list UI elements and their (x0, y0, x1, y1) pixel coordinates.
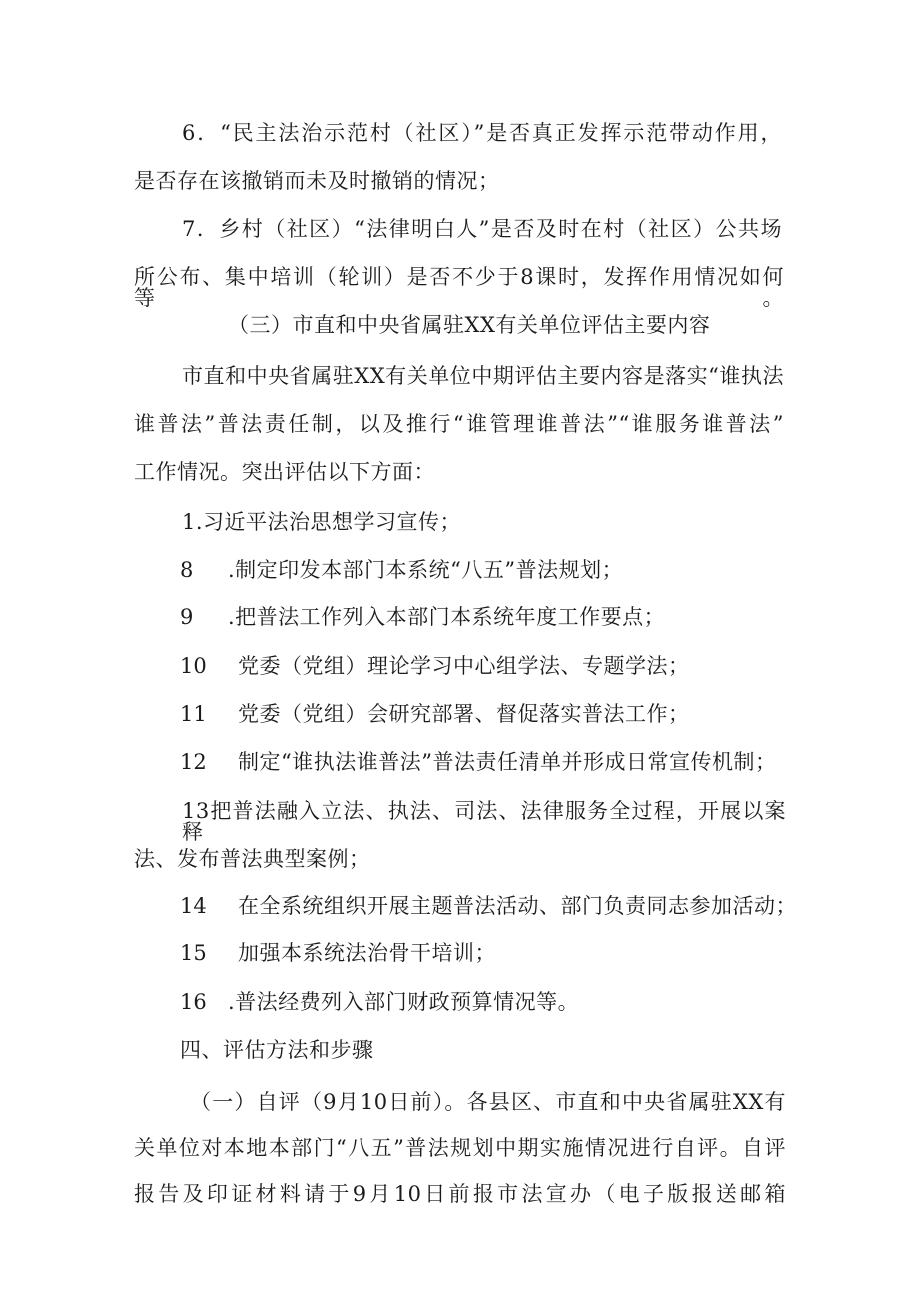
list-item-text: .普法经费列入部门财政预算情况等。 (228, 990, 580, 1014)
list-item-continuation: 法、发布普法典型案例； (134, 847, 371, 871)
list-item: 1.习近平法治思想学习宣传； (182, 510, 462, 534)
list-item-text: .把普法工作列入本部门本系统年度工作要点； (228, 605, 666, 629)
list-item-text: 党委（党组）理论学习中心组学法、专题学法； (238, 654, 690, 678)
list-item-number: 16 (180, 990, 207, 1014)
section-heading: （三）市直和中央省属驻XX有关单位评估主要内容 (228, 313, 711, 337)
list-item-text: 在全系统组织开展主题普法活动、部门负责同志参加活动； (238, 894, 797, 918)
section-heading: 四、评估方法和步骤 (180, 1038, 374, 1062)
list-item-text: 制定“谁执法谁普法”普法责任清单并形成日常宣传机制； (238, 750, 777, 774)
list-item-number: 15 (180, 941, 207, 965)
paragraph-line: （一）自评（9月10日前）。各县区、市直和中央省属驻XX有 (190, 1090, 786, 1114)
list-item-number: 10 (180, 654, 207, 678)
paragraph-line: 市直和中央省属驻XX有关单位中期评估主要内容是落实“谁执法 (182, 364, 784, 388)
list-item-number: 9 (180, 605, 194, 629)
paragraph-line: 报告及印证材料请于9月10日前报市法宣办（电子版报送邮箱 (134, 1182, 786, 1206)
paragraph-line: 是否存在该撤销而未及时撤销的情况； (134, 169, 500, 193)
list-item: 13把普法融入立法、执法、司法、法律服务全过程，开展以案释 (182, 799, 786, 844)
paragraph-line: 所公布、集中培训（轮训）是否不少于8课时，发挥作用情况如何等。 (134, 265, 784, 310)
list-item-text: 加强本系统法治骨干培训； (238, 941, 496, 965)
paragraph-line: 7．乡村（社区）“法律明白人”是否及时在村（社区）公共场 (182, 217, 782, 241)
list-item-number: 11 (180, 702, 207, 726)
list-item-number: 8 (180, 558, 194, 582)
paragraph-line: 6．“民主法治示范村（社区）”是否真正发挥示范带动作用， (182, 121, 782, 145)
list-item-number: 12 (180, 750, 207, 774)
paragraph-line: 谁普法”普法责任制，以及推行“谁管理谁普法”“谁服务谁普法” (134, 412, 784, 436)
list-item-number: 14 (180, 894, 207, 918)
paragraph-line: 关单位对本地本部门“八五”普法规划中期实施情况进行自评。自评 (134, 1136, 786, 1160)
list-item-text: 党委（党组）会研究部署、督促落实普法工作； (238, 702, 690, 726)
list-item-text: .制定印发本部门本系统“八五”普法规划； (228, 558, 624, 582)
paragraph-line: 工作情况。突出评估以下方面： (134, 460, 435, 484)
